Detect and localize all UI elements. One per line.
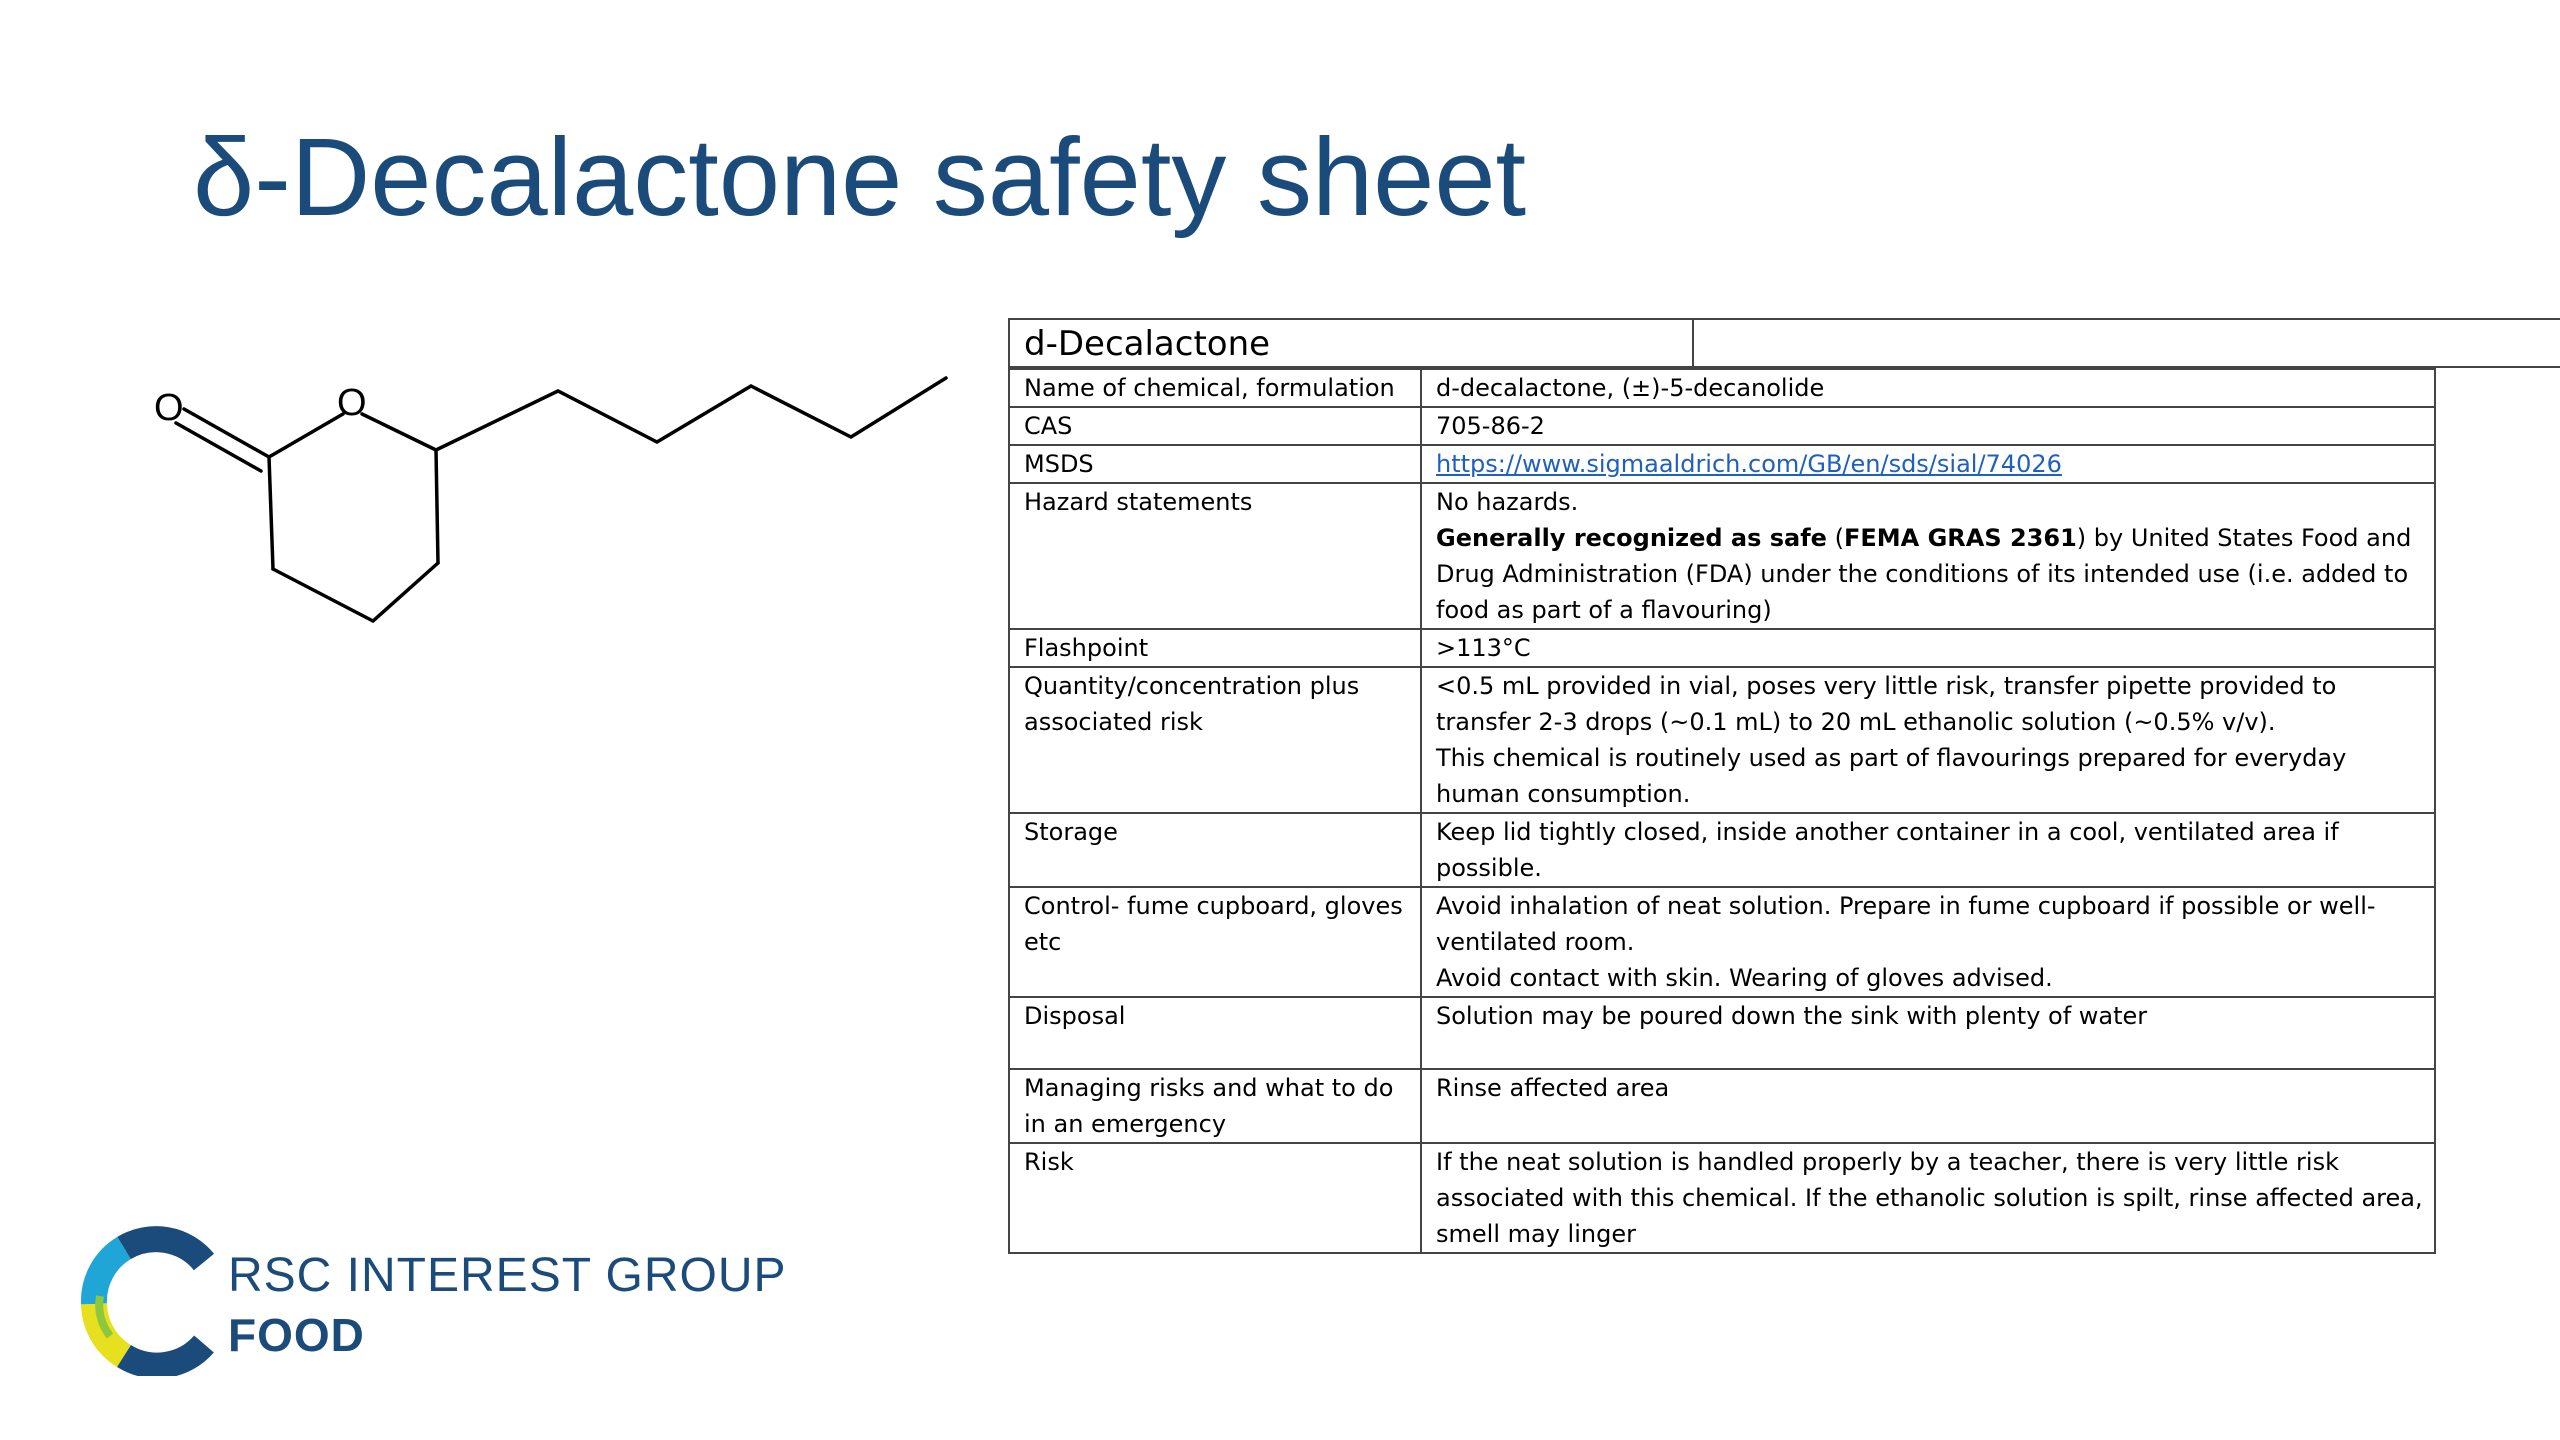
table-row (1009, 407, 2435, 445)
atom-label-carbonyl-o: O (154, 387, 184, 429)
decalactone-structure-diagram (130, 350, 980, 650)
row-label: CAS (1009, 407, 1421, 445)
table-row (1009, 813, 2435, 887)
molecule-structure (130, 350, 980, 650)
bond-c2-c1 (269, 457, 273, 569)
bond-c3-c2 (273, 569, 373, 621)
safety-table (1008, 368, 2436, 1254)
hazard-line-2 (1436, 524, 2411, 624)
row-value: Keep lid tightly closed, inside another container in a cool, ventilated area if possible. (1421, 813, 2435, 887)
row-value (1421, 887, 2435, 997)
row-value (1421, 667, 2435, 813)
table-row (1009, 483, 2435, 629)
hazard-line-1: No hazards. (1436, 488, 1579, 516)
table-row (1009, 997, 2435, 1069)
row-value: 705-86-2 (1421, 407, 2435, 445)
hazard-text-a: ( (1826, 524, 1844, 552)
control-line-1: Avoid inhalation of neat solution. Prepare in fume cupboard if possible or well-ventilated room. (1436, 892, 2376, 956)
row-label: Control- fume cupboard, gloves etc (1009, 887, 1421, 997)
control-line-2: Avoid contact with skin. Wearing of gloves advised. (1436, 964, 2053, 992)
bond-c4-c3 (373, 563, 438, 621)
row-label: Risk (1009, 1143, 1421, 1253)
row-label: Managing risks and what to do in an emergency (1009, 1069, 1421, 1143)
bond-pentyl-chain (436, 378, 946, 450)
row-label: Quantity/concentration plus associated risk (1009, 667, 1421, 813)
hazard-text-b: ) by United States Food and Drug Administration (FDA) under the conditions of its intended use (i.e. added to food as part of a flavouring) (1436, 524, 2412, 624)
quantity-line-1: <0.5 mL provided in vial, poses very little risk, transfer pipette provided to transfer 2-3 drops (~0.1 mL) to 20 mL ethanolic solution (~0.5% v/v). (1436, 672, 2337, 736)
rsc-c-mark-icon (80, 1226, 230, 1376)
table-row (1009, 887, 2435, 997)
row-value: Solution may be poured down the sink with plenty of water (1421, 997, 2435, 1069)
bond-c5-c4 (436, 450, 438, 563)
row-label: MSDS (1009, 445, 1421, 483)
row-label: Disposal (1009, 997, 1421, 1069)
rsc-logo (80, 1226, 787, 1386)
table-row (1009, 445, 2435, 483)
logo-text-line1: RSC INTEREST GROUP (228, 1249, 787, 1302)
sheet-header-title: d-Decalactone (1008, 318, 1692, 368)
bond-c1-o (269, 414, 343, 457)
row-label: Storage (1009, 813, 1421, 887)
table-row (1009, 629, 2435, 667)
row-value (1421, 483, 2435, 629)
fema-number: FEMA GRAS 2361 (1843, 524, 2077, 552)
bond-o-c5 (362, 414, 436, 450)
table-row (1009, 1069, 2435, 1143)
msds-link[interactable]: https://www.sigmaaldrich.com/GB/en/sds/sial/74026 (1436, 450, 2062, 478)
quantity-line-2: This chemical is routinely used as part of flavourings prepared for everyday human consumption. (1436, 744, 2347, 808)
table-row (1009, 1143, 2435, 1253)
table-row (1009, 369, 2435, 407)
sheet-header-empty-cell (1692, 318, 2560, 368)
sheet-header (1008, 318, 2434, 368)
logo-text-line2: FOOD (228, 1309, 365, 1361)
atom-label-ring-o: O (337, 382, 367, 424)
row-label: Name of chemical, formulation (1009, 369, 1421, 407)
row-label: Flashpoint (1009, 629, 1421, 667)
gras-label: Generally recognized as safe (1436, 524, 1827, 552)
logo-arc-navy-top (124, 1239, 204, 1262)
row-value: Rinse affected area (1421, 1069, 2435, 1143)
safety-sheet (1008, 318, 2434, 1254)
slide-title: δ-Decalactone safety sheet (193, 116, 1527, 239)
logo-arc-cyan (94, 1248, 124, 1304)
row-value (1421, 445, 2435, 483)
logo-arc-navy-bottom (124, 1344, 204, 1366)
row-value: >113°C (1421, 629, 2435, 667)
table-row (1009, 667, 2435, 813)
row-value: d-decalactone, (±)-5-decanolide (1421, 369, 2435, 407)
row-label: Hazard statements (1009, 483, 1421, 629)
row-value: If the neat solution is handled properly by a teacher, there is very little risk associated with this chemical. If the ethanolic solution is spilt, rinse affected area, smell may linger (1421, 1143, 2435, 1253)
